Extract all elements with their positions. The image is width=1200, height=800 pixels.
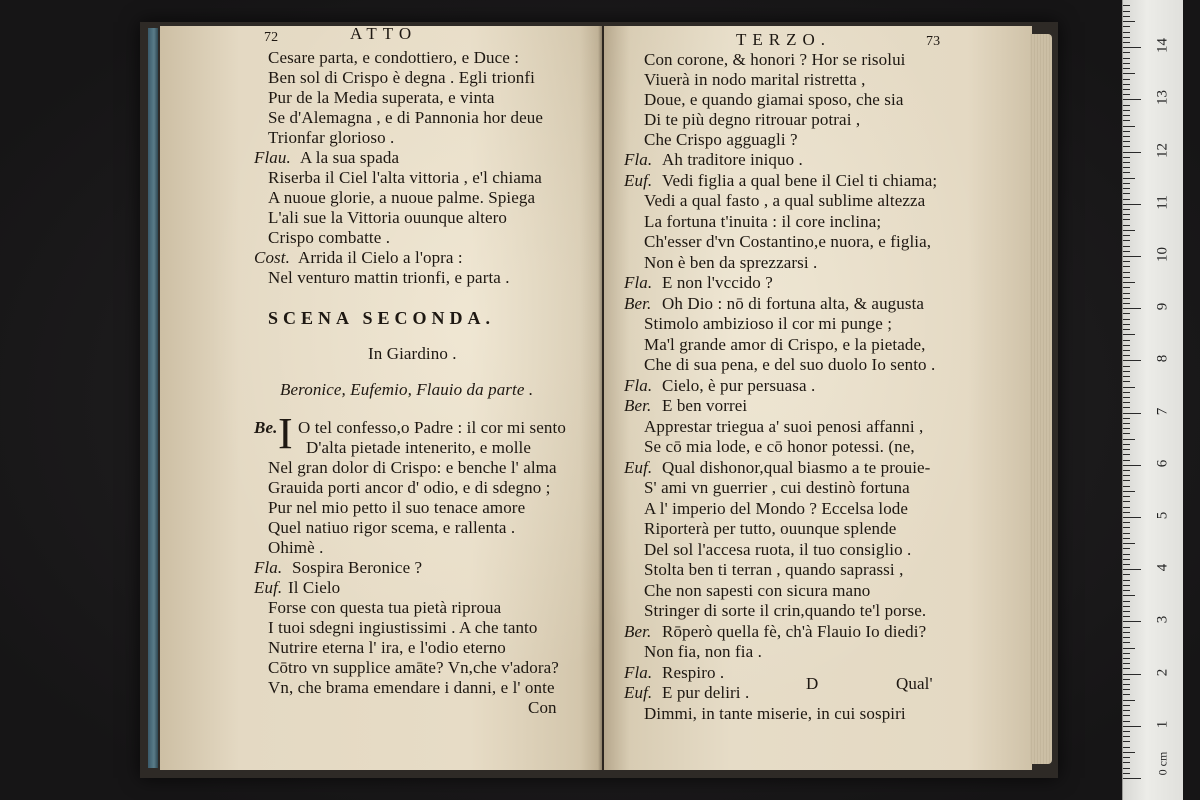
- signature-mark: D: [806, 674, 819, 693]
- ruler-tick: [1123, 402, 1130, 403]
- ruler-number: 1: [1154, 720, 1171, 729]
- ruler-number: 4: [1154, 563, 1171, 572]
- text-line: A nuoue glorie, a nuoue palme. Spiega: [268, 188, 536, 207]
- ruler-tick: [1123, 303, 1130, 304]
- ruler-tick: [1123, 73, 1135, 74]
- ruler-tick: [1123, 219, 1130, 220]
- measuring-ruler: [1122, 0, 1183, 800]
- ruler-tick: [1123, 266, 1130, 267]
- ruler-tick: [1123, 272, 1130, 273]
- ruler-tick: [1123, 407, 1130, 408]
- ruler-number: 10: [1154, 247, 1171, 262]
- ruler-tick: [1123, 543, 1135, 544]
- ruler-tick: [1123, 501, 1130, 502]
- text-line: O tel confesso,o Padre : il cor mi sento: [298, 418, 566, 437]
- ruler-tick: [1123, 773, 1130, 774]
- text-line: Quel natiuo rigor scema, e rallenta .: [268, 518, 516, 537]
- speaker-label: Fla.: [624, 662, 653, 682]
- ruler-tick: [1123, 527, 1130, 528]
- ruler-tick: [1123, 157, 1130, 158]
- text-line: Stimolo ambizioso il cor mi punge ;: [644, 314, 893, 333]
- speaker-label: Ber.: [624, 621, 652, 641]
- text-line: Non è ben da sprezzarsi .: [644, 252, 818, 272]
- text-line: Viuerà in nodo marital ristretta ,: [644, 70, 866, 89]
- ruler-tick: [1123, 136, 1130, 137]
- text-line: A l' imperio del Mondo ? Eccelsa lode: [644, 498, 909, 518]
- ruler-tick: [1123, 621, 1141, 622]
- ruler-tick: [1123, 58, 1130, 59]
- ruler-tick: [1123, 42, 1130, 43]
- ruler-tick: [1123, 209, 1130, 210]
- drop-cap: I: [278, 409, 293, 458]
- ruler-tick: [1123, 308, 1141, 309]
- text-line: Forse con questa tua pietà riproua: [268, 598, 502, 617]
- text-line: Rōperò quella fè, ch'à Flauio Io diedi?: [662, 621, 927, 641]
- ruler-tick: [1123, 256, 1141, 257]
- text-line: Trionfar glorioso .: [268, 128, 395, 147]
- ruler-tick: [1123, 642, 1130, 643]
- ruler-tick: [1123, 167, 1130, 168]
- text-line: Se d'Alemagna , e di Pannonia hor deue: [268, 108, 544, 127]
- ruler-tick: [1123, 319, 1130, 320]
- ruler-tick: [1123, 762, 1130, 763]
- ruler-tick: [1123, 162, 1130, 163]
- ruler-tick: [1123, 261, 1130, 262]
- ruler-tick: [1123, 172, 1130, 173]
- text-line: Nutrire eterna l' ira, e l'odio eterno: [268, 638, 506, 657]
- text-line: Vedi figlia a qual bene il Ciel ti chiama;: [662, 170, 938, 190]
- speaker-label: Euf.: [624, 683, 653, 702]
- ruler-tick: [1123, 68, 1130, 69]
- ruler-tick: [1123, 146, 1130, 147]
- speaker-label: Euf.: [254, 578, 283, 597]
- speaker-label: Cost.: [254, 248, 290, 267]
- ruler-tick: [1123, 240, 1130, 241]
- ruler-tick: [1123, 214, 1130, 215]
- ruler-tick: [1123, 99, 1141, 100]
- ruler-tick: [1123, 606, 1130, 607]
- text-line: Che Crispo agguagli ?: [644, 130, 798, 149]
- ruler-tick: [1123, 120, 1130, 121]
- text-line: E ben vorrei: [662, 396, 748, 415]
- ruler-tick: [1123, 355, 1130, 356]
- ruler-tick: [1123, 512, 1130, 513]
- ruler-tick: [1123, 387, 1135, 388]
- ruler-tick: [1123, 491, 1135, 492]
- text-line: Apprestar triegua a' suoi penosi affanni ,: [644, 416, 924, 436]
- ruler-number: 14: [1154, 38, 1171, 54]
- ruler-tick: [1123, 710, 1130, 711]
- ruler-tick: [1123, 126, 1135, 127]
- ruler-tick: [1123, 731, 1130, 732]
- text-line: S' ami vn guerrier , cui destinò fortuna: [644, 478, 910, 497]
- ruler-tick: [1123, 486, 1130, 487]
- ruler-tick: [1123, 741, 1130, 742]
- ruler-tick: [1123, 564, 1130, 565]
- text-line: Pur de la Media superata, e vinta: [268, 88, 495, 107]
- ruler-tick: [1123, 277, 1130, 278]
- ruler-tick: [1123, 585, 1130, 586]
- ruler-tick: [1123, 298, 1130, 299]
- ruler-tick: [1123, 752, 1135, 753]
- ruler-tick: [1123, 428, 1130, 429]
- ruler-tick: [1123, 533, 1130, 534]
- ruler-tick: [1123, 601, 1130, 602]
- ruler-tick: [1123, 47, 1141, 48]
- ruler-tick: [1123, 444, 1130, 445]
- text-line: Ohimè .: [268, 538, 324, 557]
- ruler-tick: [1123, 94, 1130, 95]
- text-line: Respiro .: [662, 662, 725, 682]
- ruler-tick: [1123, 324, 1130, 325]
- text-line: Cōtro vn supplice amāte? Vn,che v'adora?: [268, 658, 559, 677]
- ruler-number: 13: [1154, 90, 1171, 106]
- ruler-tick: [1123, 21, 1135, 22]
- ruler-tick: [1123, 230, 1135, 231]
- ruler-tick: [1123, 554, 1130, 555]
- ruler-tick: [1123, 522, 1130, 523]
- ruler-tick: [1123, 507, 1130, 508]
- text-line: Grauida porti ancor d' odio, e di sdegno ;: [268, 478, 551, 497]
- text-line: Riporterà per tutto, ouunque splende: [644, 519, 897, 538]
- text-line: Arrida il Cielo a l'opra :: [298, 248, 463, 267]
- ruler-tick: [1123, 632, 1130, 633]
- left-page-number: 72: [264, 30, 279, 45]
- text-line: Non fia, non fia .: [644, 642, 762, 661]
- ruler-number: 7: [1154, 407, 1171, 415]
- scene-characters: Beronice, Eufemio, Flauio da parte .: [280, 380, 534, 399]
- text-line: Che non sapesti con sicura mano: [644, 580, 871, 600]
- ruler-tick: [1123, 178, 1135, 179]
- text-line: Del sol l'accesa ruota, il tuo consiglio .: [644, 539, 912, 559]
- ruler-tick: [1123, 538, 1130, 539]
- ruler-tick: [1123, 721, 1130, 722]
- ruler-number: 6: [1154, 459, 1171, 468]
- speaker-label: Euf.: [624, 457, 653, 477]
- text-line: Pur nel mio petto il suo tenace amore: [268, 498, 526, 517]
- ruler-number: 12: [1154, 142, 1171, 158]
- ruler-tick: [1123, 715, 1130, 716]
- text-line: Crispo combatte .: [268, 228, 391, 247]
- ruler-tick: [1123, 480, 1130, 481]
- ruler-tick: [1123, 460, 1130, 461]
- ruler-tick: [1123, 199, 1130, 200]
- ruler-tick: [1123, 757, 1130, 758]
- text-line: Vn, che brama emendare i danni, e l' onte: [268, 678, 555, 697]
- ruler-tick: [1123, 115, 1130, 116]
- text-line: Cielo, è pur persuasa .: [662, 375, 816, 395]
- text-line: Che di sua pena, e del suo duolo Io sento .: [644, 355, 936, 374]
- ruler-tick: [1123, 11, 1130, 12]
- text-line: Ben sol di Crispo è degna . Egli trionfi: [268, 68, 535, 87]
- ruler-tick: [1123, 413, 1141, 414]
- ruler-tick: [1123, 433, 1130, 434]
- ruler-tick: [1123, 418, 1130, 419]
- ruler-tick: [1123, 569, 1141, 570]
- ruler-tick: [1123, 747, 1130, 748]
- left-running-head: ATTO: [350, 24, 418, 43]
- ruler-tick: [1123, 637, 1130, 638]
- catchword: Qual': [896, 674, 933, 693]
- ruler-tick: [1123, 668, 1130, 669]
- ruler-tick: [1123, 334, 1135, 335]
- ruler-tick: [1123, 648, 1135, 649]
- ruler-tick: [1123, 287, 1130, 288]
- text-line: I tuoi sdegni ingiustissimi . A che tanto: [268, 618, 538, 637]
- text-line: Ch'esser d'vn Costantino,e nuora, e figlia,: [644, 232, 932, 251]
- ruler-tick: [1123, 105, 1130, 106]
- ruler-tick: [1123, 16, 1130, 17]
- ruler-tick: [1123, 679, 1130, 680]
- text-line: La fortuna t'inuita : il core inclina;: [644, 211, 882, 231]
- text-line: E non l'vccido ?: [662, 273, 773, 292]
- ruler-tick: [1123, 381, 1130, 382]
- right-page-number: 73: [926, 34, 941, 49]
- ruler-tick: [1123, 183, 1130, 184]
- ruler-tick: [1123, 726, 1141, 727]
- text-line: Qual dishonor,qual biasmo a te prouie-: [662, 457, 931, 477]
- ruler-tick: [1123, 37, 1130, 38]
- speaker-label: Be.: [254, 418, 278, 437]
- ruler-tick: [1123, 110, 1130, 111]
- ruler-tick: [1123, 470, 1130, 471]
- ruler-number: 8: [1154, 355, 1171, 363]
- text-line: Stolta ben ti terran , quando saprassi ,: [644, 560, 904, 579]
- text-line: Nel venturo mattin trionfi, e parta .: [268, 268, 510, 287]
- ruler-tick: [1123, 235, 1130, 236]
- ruler-tick: [1123, 26, 1130, 27]
- ruler-unit-label: 0 cm: [1155, 751, 1170, 776]
- speaker-label: Flau.: [254, 148, 291, 167]
- text-line: Vedi a qual fasto , a qual sublime altezza: [644, 191, 926, 210]
- ruler-tick: [1123, 590, 1130, 591]
- ruler-tick: [1123, 705, 1130, 706]
- ruler-tick: [1123, 439, 1135, 440]
- speaker-label: Ber.: [624, 396, 652, 415]
- ruler-tick: [1123, 376, 1130, 377]
- ruler-tick: [1123, 360, 1141, 361]
- ruler-tick: [1123, 423, 1130, 424]
- ruler-tick: [1123, 329, 1130, 330]
- right-running-head: TERZO.: [736, 30, 832, 49]
- page-edges: [1030, 34, 1052, 764]
- ruler-tick: [1123, 141, 1130, 142]
- ruler-tick: [1123, 204, 1141, 205]
- ruler-tick: [1123, 684, 1130, 685]
- ruler-tick: [1123, 345, 1130, 346]
- ruler-tick: [1123, 674, 1141, 675]
- scene-title: SCENA SECONDA.: [268, 308, 496, 328]
- ruler-tick: [1123, 694, 1130, 695]
- ruler-tick: [1123, 5, 1130, 6]
- text-line: Dimmi, in tante miserie, in cui sospiri: [644, 703, 906, 723]
- speaker-label: Fla.: [254, 558, 283, 577]
- ruler-tick: [1123, 79, 1130, 80]
- text-line: A la sua spada: [300, 148, 400, 167]
- text-line: Riserba il Ciel l'alta vittoria , e'l chiama: [268, 168, 542, 187]
- text-line: Se cō mia lode, e cō honor potessi. (ne,: [644, 437, 915, 456]
- ruler-tick: [1123, 454, 1130, 455]
- ruler-tick: [1123, 548, 1130, 549]
- ruler-tick: [1123, 574, 1130, 575]
- ruler-tick: [1123, 366, 1130, 367]
- scene-setting: In Giardino .: [368, 344, 457, 363]
- ruler-tick: [1123, 251, 1130, 252]
- text-line: Il Cielo: [288, 578, 341, 597]
- ruler-tick: [1123, 246, 1130, 247]
- right-page: [604, 26, 1032, 770]
- ruler-tick: [1123, 293, 1130, 294]
- ruler-tick: [1123, 465, 1141, 466]
- speaker-label: Euf.: [624, 170, 653, 190]
- left-page: [160, 26, 602, 770]
- speaker-label: Ber.: [624, 293, 652, 313]
- ruler-tick: [1123, 559, 1130, 560]
- ruler-tick: [1123, 32, 1130, 33]
- text-line: Cesare parta, e condottiero, e Duce :: [268, 48, 520, 67]
- text-line: E pur deliri .: [662, 683, 750, 702]
- ruler-number: 11: [1154, 195, 1171, 210]
- ruler-tick: [1123, 52, 1130, 53]
- ruler-number: 3: [1154, 616, 1171, 624]
- ruler-tick: [1123, 282, 1135, 283]
- ruler-tick: [1123, 63, 1130, 64]
- ruler-number: 5: [1154, 511, 1171, 520]
- catchword: Con: [528, 698, 557, 717]
- text-line: Oh Dio : nō di fortuna alta, & augusta: [662, 293, 925, 313]
- text-line: Nel gran dolor di Crispo: e benche l' alma: [268, 458, 557, 477]
- text-line: Di te più degno ritrouar potrai ,: [644, 110, 861, 129]
- ruler-tick: [1123, 627, 1130, 628]
- text-line: Con corone, & honori ? Hor se risolui: [644, 50, 906, 69]
- ruler-tick: [1123, 611, 1130, 612]
- ruler-number: 2: [1154, 668, 1171, 676]
- text-line: Sospira Beronice ?: [292, 558, 423, 577]
- ruler-tick: [1123, 689, 1130, 690]
- text-line: Doue, e quando giamai sposo, che sia: [644, 90, 904, 109]
- ruler-tick: [1123, 653, 1130, 654]
- ruler-tick: [1123, 595, 1135, 596]
- ruler-tick: [1123, 193, 1130, 194]
- speaker-label: Fla.: [624, 375, 653, 395]
- ruler-tick: [1123, 313, 1130, 314]
- ruler-number: 9: [1154, 302, 1171, 311]
- ruler-tick: [1123, 84, 1130, 85]
- text-line: Ma'l grande amor di Crispo, e la pietade,: [644, 334, 926, 354]
- ruler-tick: [1123, 225, 1130, 226]
- text-line: D'alta pietade intenerito, e molle: [306, 438, 532, 457]
- ruler-tick: [1123, 580, 1130, 581]
- ruler-tick: [1123, 517, 1141, 518]
- ruler-tick: [1123, 397, 1130, 398]
- speaker-label: Fla.: [624, 273, 653, 292]
- ruler-tick: [1123, 736, 1130, 737]
- ruler-tick: [1123, 89, 1130, 90]
- ruler-tick: [1123, 778, 1141, 779]
- ruler-tick: [1123, 700, 1135, 701]
- ruler-tick: [1123, 475, 1130, 476]
- ruler-tick: [1123, 496, 1130, 497]
- ruler-tick: [1123, 449, 1130, 450]
- ruler-tick: [1123, 768, 1130, 769]
- text-line: Ah traditore iniquo .: [662, 150, 803, 169]
- ruler-tick: [1123, 392, 1130, 393]
- ruler-tick: [1123, 188, 1130, 189]
- ruler-tick: [1123, 616, 1130, 617]
- ruler-tick: [1123, 658, 1130, 659]
- ruler-tick: [1123, 371, 1130, 372]
- ruler-tick: [1123, 340, 1130, 341]
- book-cover-edge: [148, 28, 158, 768]
- ruler-tick: [1123, 152, 1141, 153]
- text-line: L'ali sue la Vittoria ouunque altero: [268, 208, 508, 227]
- ruler-tick: [1123, 131, 1130, 132]
- ruler-tick: [1123, 350, 1130, 351]
- text-line: Stringer di sorte il crin,quando te'l porse.: [644, 601, 927, 620]
- speaker-label: Fla.: [624, 150, 653, 169]
- ruler-tick: [1123, 663, 1130, 664]
